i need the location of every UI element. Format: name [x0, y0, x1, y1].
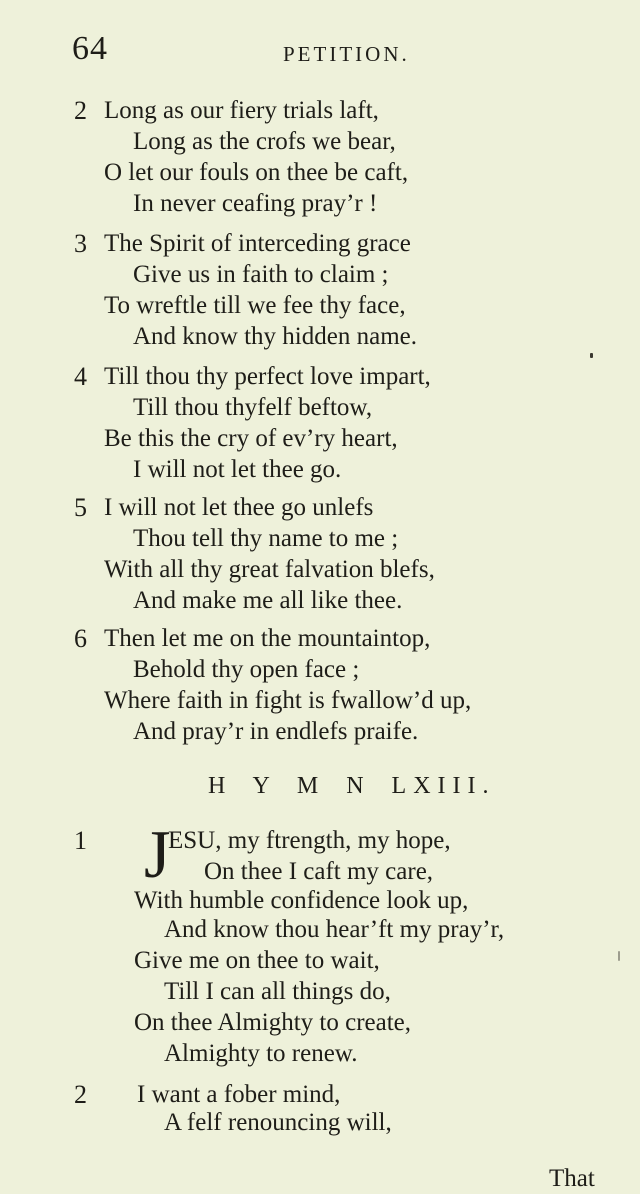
- verse-line: On thee I caft my care,: [204, 858, 434, 885]
- verse-line: I will not let thee go.: [133, 456, 342, 483]
- verse-line: A felf renouncing will,: [164, 1109, 392, 1136]
- verse-line: Till thou thy perfect love impart,: [104, 363, 431, 390]
- page-number: 64: [72, 30, 108, 67]
- verse-line: Then let me on the mountaintop,: [104, 625, 431, 652]
- stanza-number: 5: [74, 493, 87, 522]
- verse-line: Almighty to renew.: [164, 1040, 358, 1067]
- verse-line: Thou tell thy name to me ;: [133, 525, 399, 552]
- verse-line: To wreftle till we fee thy face,: [104, 292, 406, 319]
- verse-line: Long as the crofs we bear,: [133, 128, 396, 155]
- verse-line: Till I can all things do,: [164, 978, 391, 1005]
- verse-line: The Spirit of interceding grace: [104, 230, 411, 257]
- verse-line: O let our fouls on thee be caft,: [104, 159, 409, 186]
- verse-line: Where faith in fight is fwallow’d up,: [104, 687, 472, 714]
- verse-line: Till thou thyfelf beftow,: [133, 394, 373, 421]
- verse-line: With all thy great falvation blefs,: [104, 556, 435, 583]
- hymn-title: H Y M N LXIII.: [208, 773, 496, 799]
- verse-line: On thee Almighty to create,: [134, 1009, 412, 1036]
- verse-line: Be this the cry of ev’ry heart,: [104, 425, 398, 452]
- stanza-number: 1: [74, 826, 87, 855]
- stanza-number: 6: [74, 624, 87, 653]
- stanza-number: 2: [74, 1080, 87, 1109]
- stanza-number: 4: [74, 362, 87, 391]
- stanza-number: 3: [74, 229, 87, 258]
- verse-line: ESU, my ftrength, my hope,: [168, 827, 451, 854]
- verse-line: With humble confidence look up,: [134, 887, 469, 914]
- verse-line: Give me on thee to wait,: [134, 947, 380, 974]
- verse-line: Long as our fiery trials laft,: [104, 97, 379, 124]
- verse-line: And know thy hidden name.: [133, 323, 417, 350]
- verse-line: Behold thy open face ;: [133, 656, 360, 683]
- verse-line: And pray’r in endlefs praife.: [133, 718, 419, 745]
- verse-line: And make me all like thee.: [133, 587, 403, 614]
- verse-line: I want a fober mind,: [137, 1081, 341, 1108]
- stanza-number: 2: [74, 96, 87, 125]
- ink-speck: [618, 951, 620, 961]
- verse-line: Give us in faith to claim ;: [133, 261, 389, 288]
- running-title: PETITION.: [283, 42, 410, 66]
- ink-speck: [590, 353, 593, 358]
- verse-line: And know thou hear’ft my pray’r,: [164, 916, 505, 943]
- drop-cap: J: [144, 816, 171, 892]
- verse-line: I will not let thee go unlefs: [104, 494, 374, 521]
- catchword: That: [549, 1165, 595, 1192]
- verse-line: In never ceafing pray’r !: [133, 190, 378, 217]
